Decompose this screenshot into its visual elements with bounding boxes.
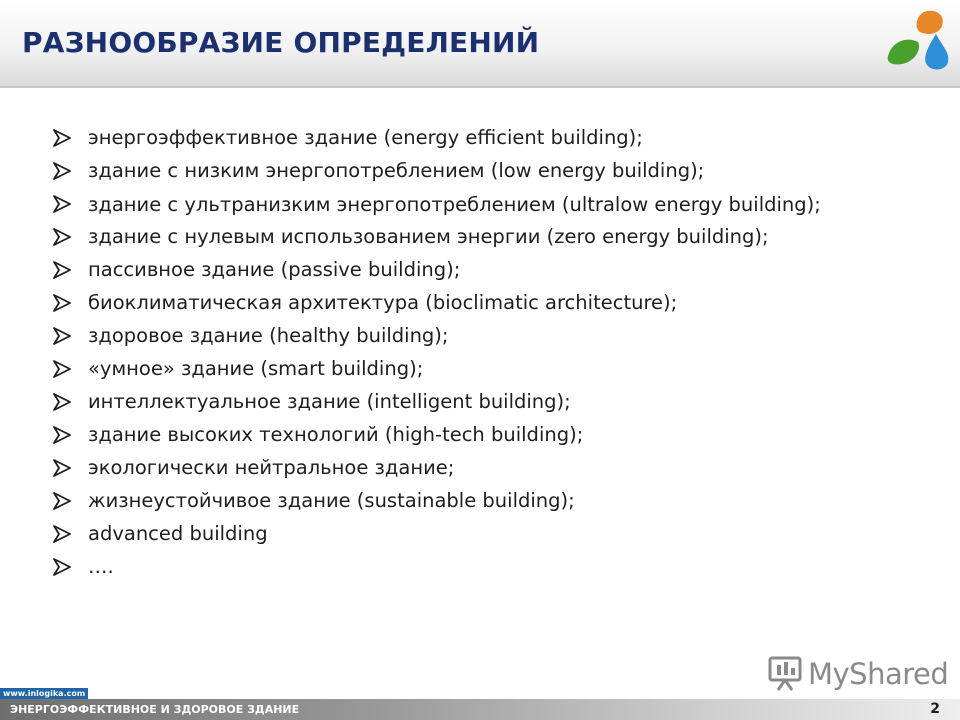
list-item-text: энергоэффективное здание (energy efficient building); (88, 126, 643, 149)
list-item (50, 355, 940, 383)
slide-title: РАЗНООБРАЗИЕ ОПРЕДЕЛЕНИЙ (22, 26, 540, 59)
list-item-text: здоровое здание (healthy building); (88, 324, 449, 347)
list-item (50, 388, 940, 416)
list-item (50, 487, 940, 515)
header-divider (0, 86, 960, 88)
list-item (50, 190, 940, 220)
arrow-bullet-icon (52, 426, 72, 444)
arrow-bullet-icon (52, 129, 72, 147)
list-item (50, 520, 940, 548)
company-logo-icon (884, 6, 954, 74)
list-item (50, 421, 940, 449)
list-item (50, 289, 940, 317)
arrow-bullet-icon (52, 459, 72, 477)
arrow-bullet-icon (52, 393, 72, 411)
arrow-bullet-icon (52, 228, 72, 246)
list-item (50, 454, 940, 482)
page-number: 2 (930, 701, 940, 717)
watermark-text: MyShared (808, 657, 949, 691)
list-item-text: экологически нейтральное здание; (88, 456, 455, 479)
arrow-bullet-icon (52, 294, 72, 312)
list-item-text: advanced building (88, 522, 268, 545)
arrow-bullet-icon (52, 162, 72, 180)
list-item-text: здание с ультранизким энергопотреблением (ultralow energy building); (88, 193, 821, 216)
definitions-list (50, 124, 940, 586)
arrow-bullet-icon (52, 525, 72, 543)
arrow-bullet-icon (52, 492, 72, 510)
list-item-text: здание с нулевым использованием энергии (zero energy building); (88, 225, 769, 248)
arrow-bullet-icon (52, 360, 72, 378)
list-item (50, 157, 940, 185)
list-item (50, 256, 940, 284)
list-item-text: интеллектуальное здание (intelligent building); (88, 390, 571, 413)
list-item-text: биоклиматическая архитектура (bioclimatic architecture); (88, 291, 678, 314)
footer-caption: ЭНЕРГОЭФФЕКТИВНОЕ И ЗДОРОВОЕ ЗДАНИЕ (10, 703, 300, 716)
list-item-text: здание высоких технологий (high-tech building); (88, 423, 584, 446)
list-item (50, 223, 940, 251)
list-item-text: «умное» здание (smart building); (88, 357, 424, 380)
list-item-text: пассивное здание (passive building); (88, 258, 461, 281)
footer-url-link[interactable]: www.inlogika.com (0, 688, 88, 699)
arrow-bullet-icon (52, 558, 72, 576)
arrow-bullet-icon (52, 195, 72, 213)
list-item-text: здание с низким энергопотреблением (low energy building); (88, 159, 705, 182)
list-item-text: жизнеустойчивое здание (sustainable building); (88, 489, 575, 512)
arrow-bullet-icon (52, 327, 72, 345)
list-item (50, 322, 940, 350)
list-item-text: …. (88, 555, 114, 578)
arrow-bullet-icon (52, 261, 72, 279)
footer-bar (0, 699, 960, 720)
list-item (50, 124, 940, 152)
list-item (50, 553, 940, 581)
